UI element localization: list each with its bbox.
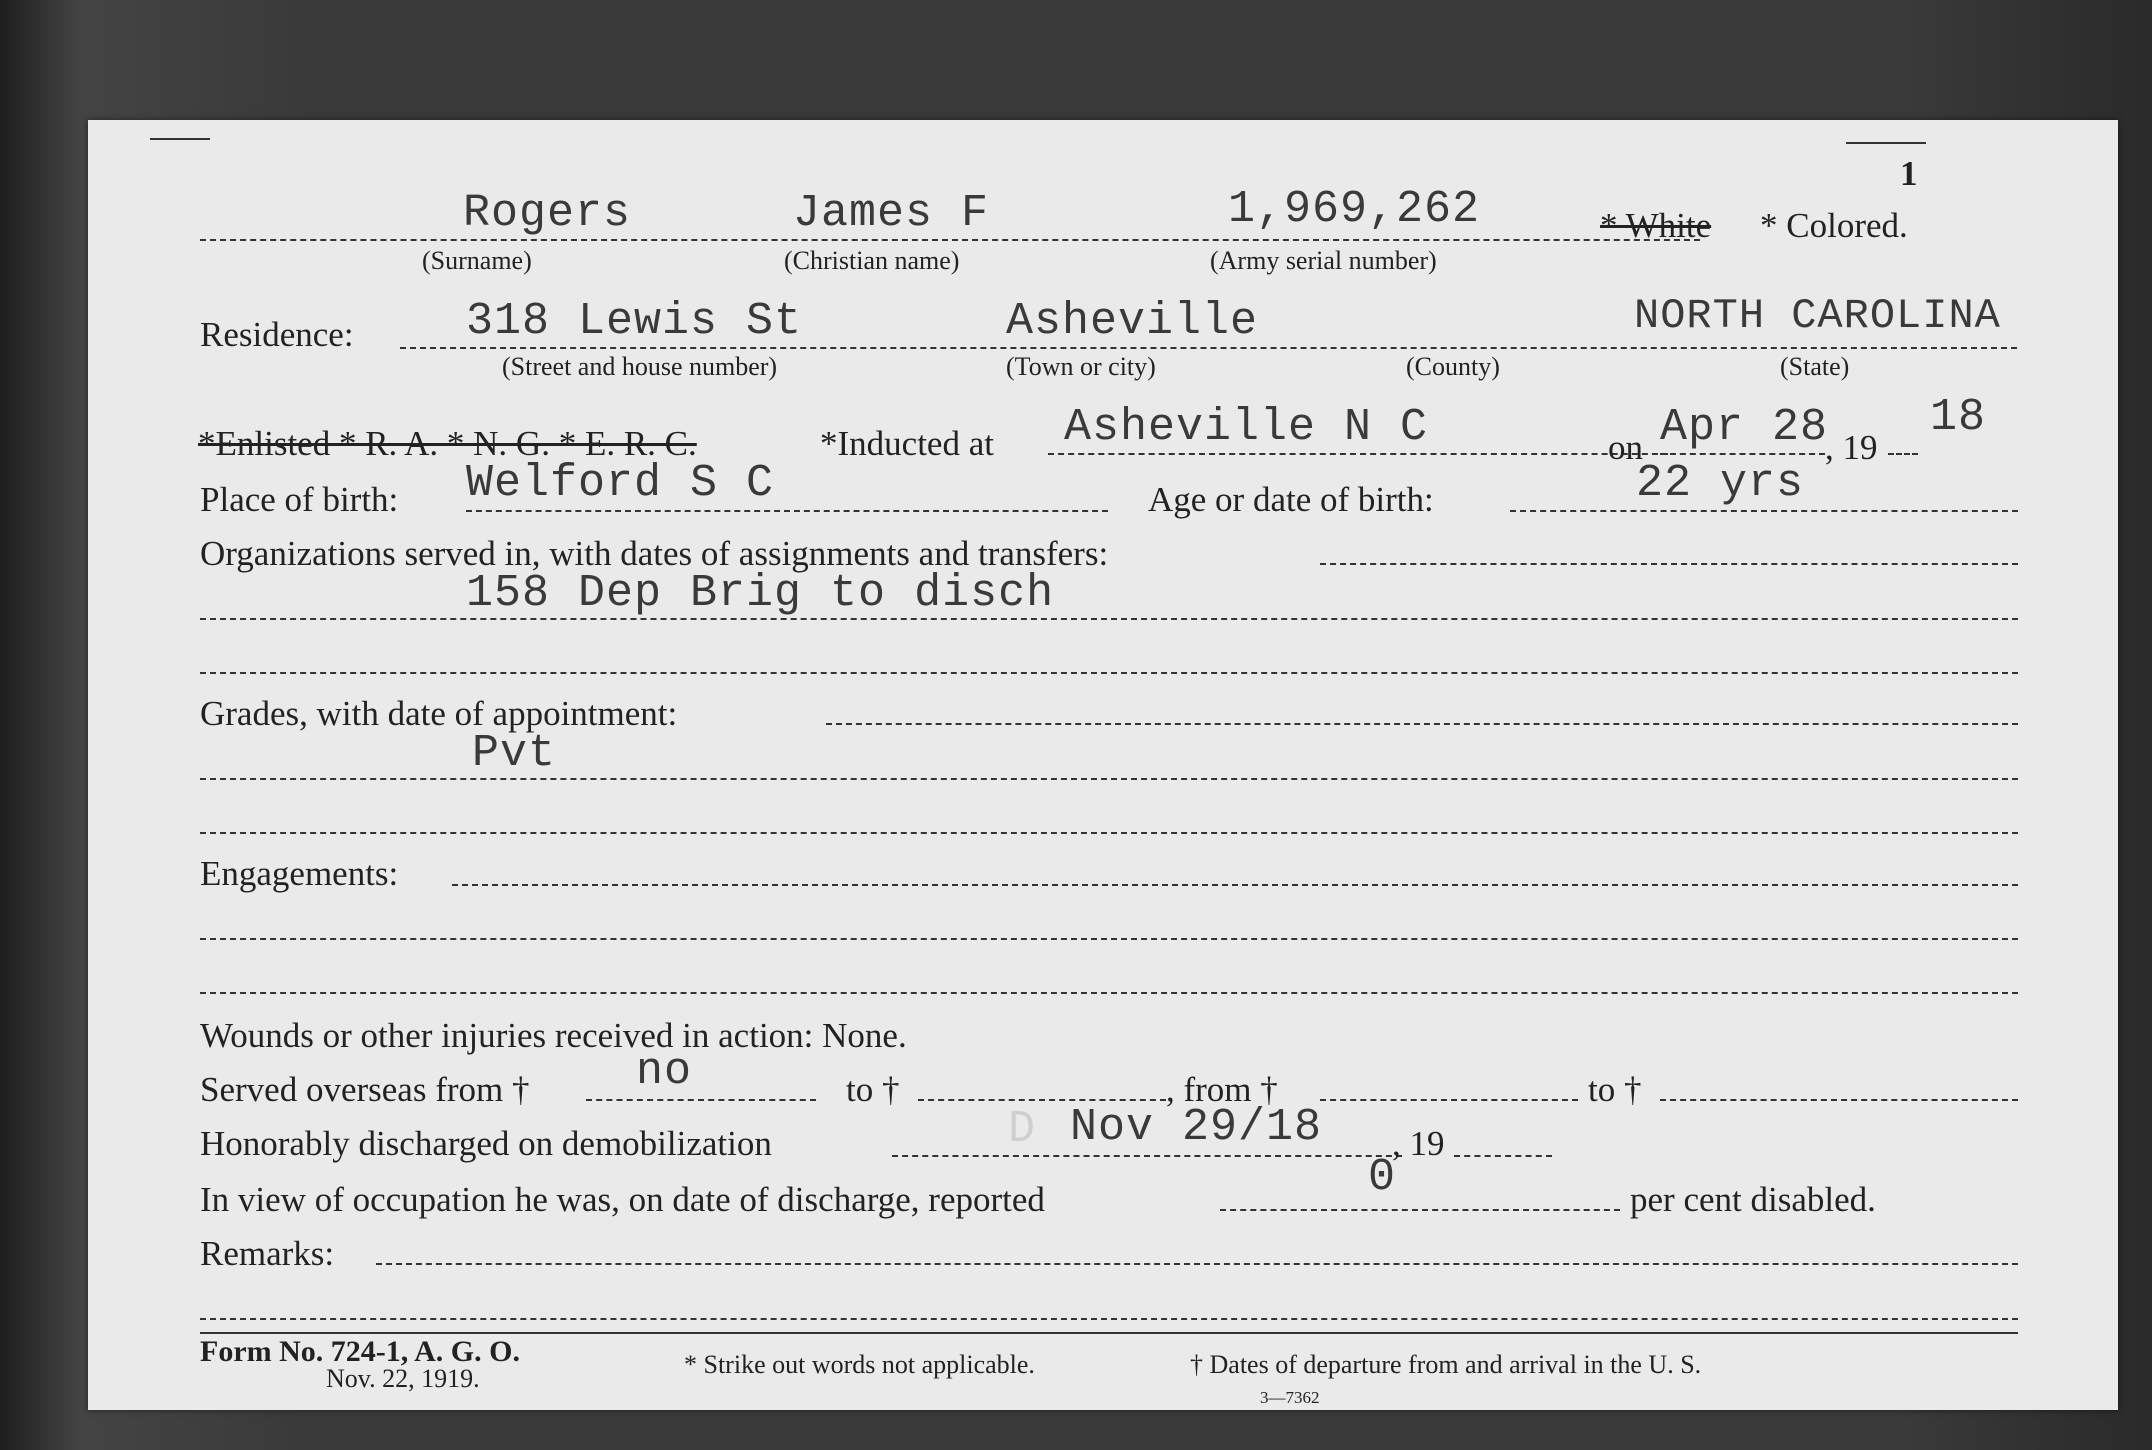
strike-note: * Strike out words not applicable.: [684, 1350, 1035, 1379]
remarks-line-2: [200, 1318, 2018, 1320]
organizations-label: Organizations served in, with dates of assignments and transfers:: [200, 534, 1109, 573]
street-caption: (Street and house number): [502, 352, 778, 381]
enlisted-options: *Enlisted * R. A. * N. G. * E. R. C.: [198, 424, 697, 463]
age-label: Age or date of birth:: [1148, 480, 1434, 519]
christian-name-caption: (Christian name): [784, 246, 960, 275]
white-option: * White: [1600, 206, 1712, 245]
surname-value: Rogers: [463, 188, 632, 239]
town-caption: (Town or city): [1006, 352, 1156, 381]
organizations-line-3: [200, 672, 2018, 674]
residence-label: Residence:: [200, 315, 354, 354]
inducted-label: *Inducted at: [820, 424, 994, 463]
form-date: Nov. 22, 1919.: [326, 1364, 480, 1393]
discharge-year-line: [1454, 1155, 1552, 1157]
grades-value: Pvt: [472, 728, 557, 779]
on-label: on: [1608, 428, 1643, 467]
induction-date-line: [1660, 453, 1825, 455]
top-right-mark: [1846, 142, 1926, 144]
state-caption: (State): [1780, 352, 1850, 381]
induction-date-value: Apr 28: [1660, 402, 1829, 453]
inducted-place-line: [1048, 453, 1668, 455]
colored-option: * Colored.: [1760, 206, 1908, 245]
discharge-stamp-letter: D: [1008, 1104, 1037, 1155]
serial-number-value: 1,969,262: [1228, 184, 1481, 235]
engagements-label: Engagements:: [200, 854, 399, 893]
town-value: Asheville: [1006, 296, 1259, 347]
disability-label: In view of occupation he was, on date of discharge, reported: [200, 1180, 1045, 1219]
form-number: Form No. 724-1, A. G. O.: [200, 1335, 520, 1368]
overseas-label: Served overseas from †: [200, 1070, 530, 1109]
wounds-text: Wounds or other injuries received in action: None.: [200, 1016, 907, 1055]
induction-year-value: 18: [1930, 392, 1987, 443]
discharge-line: [892, 1155, 1402, 1157]
residence-line: [400, 347, 2017, 349]
overseas-value: no: [636, 1046, 693, 1097]
disability-value: 0: [1368, 1152, 1397, 1203]
christian-name-value: James F: [793, 188, 990, 239]
surname-caption: (Surname): [422, 246, 532, 275]
print-code: 3—7362: [1260, 1388, 1320, 1407]
top-left-mark: [150, 138, 210, 140]
state-value: NORTH CAROLINA: [1634, 292, 2001, 340]
discharge-year-prefix: , 19: [1392, 1124, 1445, 1163]
organizations-line-1: [1320, 563, 2018, 565]
age-line: [1510, 510, 2018, 512]
dates-note: † Dates of departure from and arrival in the U. S.: [1190, 1350, 1702, 1379]
organizations-value: 158 Dep Brig to disch: [466, 568, 1055, 619]
service-record-card: [88, 120, 2118, 1410]
disability-suffix: per cent disabled.: [1630, 1180, 1876, 1219]
name-line: [200, 239, 1700, 241]
overseas-to2-line: [1660, 1099, 2018, 1101]
engagements-line-2: [200, 938, 2018, 940]
grades-line-1: [826, 723, 2018, 725]
engagements-line-1: [452, 884, 2018, 886]
discharge-label: Honorably discharged on demobilization: [200, 1124, 772, 1163]
overseas-from2-line: [1320, 1099, 1578, 1101]
induction-year-prefix: , 19: [1825, 428, 1878, 467]
overseas-from-line: [586, 1099, 816, 1101]
remarks-line-1: [376, 1263, 2018, 1265]
street-value: 318 Lewis St: [466, 296, 803, 347]
birth-place-label: Place of birth:: [200, 480, 399, 519]
birth-place-line: [466, 510, 1108, 512]
overseas-to2-label: to †: [1588, 1070, 1642, 1109]
inducted-place-value: Asheville N C: [1064, 402, 1429, 453]
age-value: 22 yrs: [1636, 458, 1805, 509]
birth-place-value: Welford S C: [466, 458, 775, 509]
overseas-from2-label: , from †: [1166, 1070, 1278, 1109]
county-caption: (County): [1406, 352, 1500, 381]
disability-line: [1220, 1209, 1620, 1211]
induction-year-line: [1888, 453, 1918, 455]
overseas-to-label: to †: [846, 1070, 900, 1109]
serial-number-caption: (Army serial number): [1210, 246, 1437, 275]
card-number: 1: [1900, 154, 1918, 193]
footer-rule: [200, 1332, 2018, 1334]
grades-line-3: [200, 832, 2018, 834]
overseas-to-line: [918, 1099, 1166, 1101]
discharge-value: Nov 29/18: [1070, 1102, 1323, 1153]
engagements-line-3: [200, 992, 2018, 994]
remarks-label: Remarks:: [200, 1234, 335, 1273]
grades-label: Grades, with date of appointment:: [200, 694, 678, 733]
